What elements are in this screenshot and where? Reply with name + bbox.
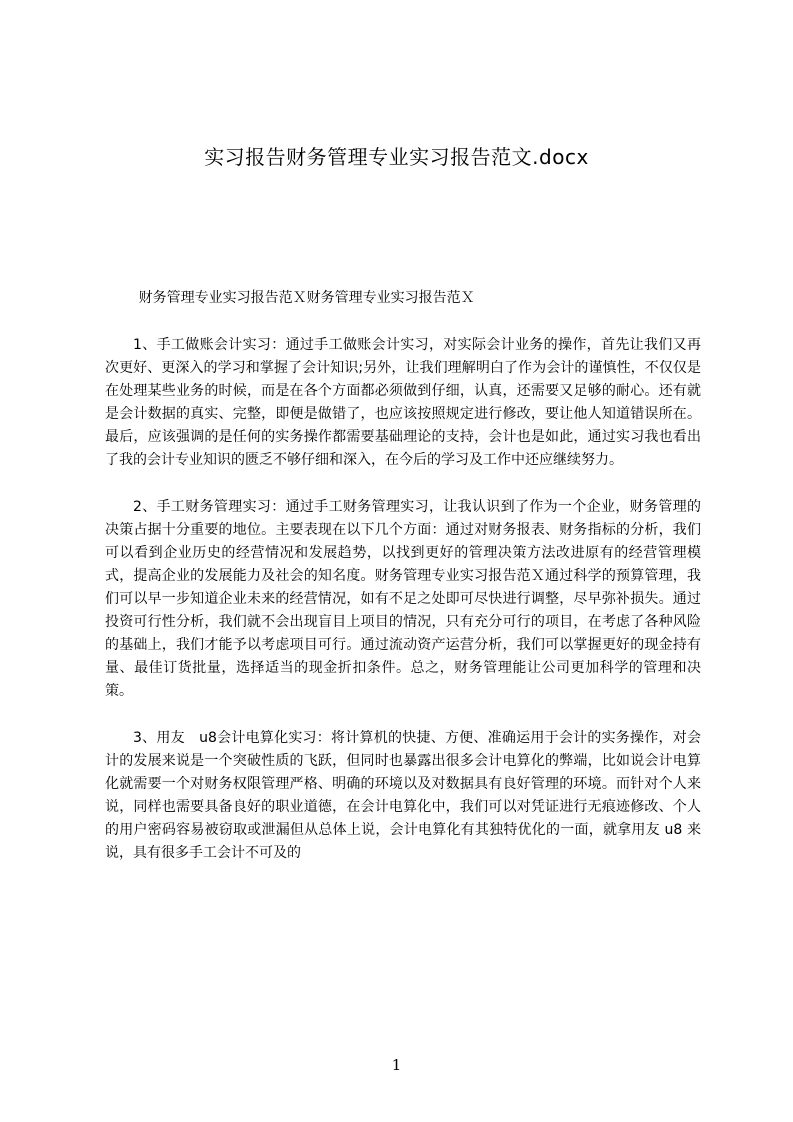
paragraph-manual-accounting: 1、手工做账会计实习：通过手工做账会计实习，对实际会计业务的操作，首先让我们又再次更好、更深入的学习和掌握了会计知识;另外，让我们理解明白了作为会计的谨慎性，不仅仅是在处理某些业务的时候，而是在各个方面都必须做到仔细，认真，还需要又足够的耐心。还有就是会计数据的真实、完整，即便是做错了，也应该按照规定进行修改，要让他人知道错误所在。最后，应该强调的是任何的实务操作都需要基础理论的支持，会计也是如此，通过实习我也看出了我的会计专业知识的匮乏不够仔细和深入，在今后的学习及工作中还应继续努力。 [105,337,701,468]
paragraph-financial-management: 2、手工财务管理实习：通过手工财务管理实习，让我认识到了作为一个企业，财务管理的决策占据十分重要的地位。主要表现在以下几个方面：通过对财务报表、财务指标的分析，我们可以看到企业历史的经营情况和发展趋势，以找到更好的管理决策方法改进原有的经营管理模式，提高企业的发展能力及社会的知名度。财务管理专业实习报告范Ｘ通过科学的预算管理，我们可以早一步知道企业未来的经营情况，如有不足之处即可尽快进行调整，尽早弥补损失。通过投资可行性分析，我们就不会出现盲目上项目的情况，只有充分可行的项目，在考虑了各种风险的基础上，我们才能予以考虑项目可行。通过流动资产运营分析，我们可以掌握更好的现金持有量、最佳订货批量，选择适当的现金折扣条件。总之，财务管理能让公司更加科学的管理和决策。 [105,499,701,699]
document-subtitle: 财务管理专业实习报告范Ｘ财务管理专业实习报告范Ｘ [138,290,475,306]
paragraph-u8-computerized-accounting: 3、用友 u8会计电算化实习：将计算机的快捷、方便、准确运用于会计的实务操作，对会计的发展来说是一个突破性质的飞跃，但同时也暴露出很多会计电算化的弊端，比如说会计电算化就需要一个对财务权限管理严格、明确的环境以及对数据具有良好管理的环境。而针对个人来说，同样也需要具备良好的职业道德，在会计电算化中，我们可以对凭证进行无痕迹修改、个人的用户密码容易被窃取或泄漏但从总体上说，会计电算化有其独特优化的一面，就拿用友 u8 来说，具有很多手工会计不可及的 [105,730,701,861]
document-title: 实习报告财务管理专业实习报告范文.docx [204,145,589,169]
document-body [105,287,701,889]
page-number: 1 [391,1056,402,1074]
